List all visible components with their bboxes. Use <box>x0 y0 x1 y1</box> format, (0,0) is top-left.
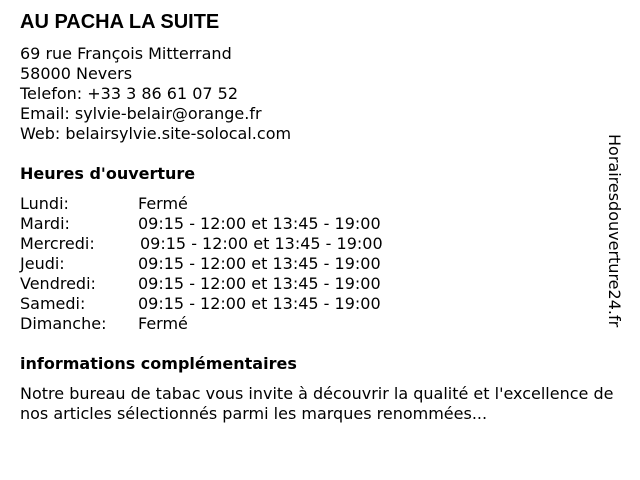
hours-day: Dimanche: <box>20 314 107 333</box>
hours-time: 09:15 - 12:00 et 13:45 - 19:00 <box>138 274 381 293</box>
hours-day: Samedi: <box>20 294 86 313</box>
site-watermark: Horairesdouverture24.fr <box>605 134 624 328</box>
business-name: AU PACHA LA SUITE <box>20 11 220 33</box>
address-street: 69 rue François Mitterrand <box>20 44 232 63</box>
hours-day: Mardi: <box>20 214 70 233</box>
address-city: 58000 Nevers <box>20 64 133 83</box>
hours-time: Fermé <box>138 194 188 213</box>
business-description: Notre bureau de tabac vous invite à découvrir la qualité et l'excellence de nos articles sélectionnés parmi les marques renommées... <box>20 384 614 423</box>
hours-day: Vendredi: <box>20 274 96 293</box>
web-line: Web: belairsylvie.site-solocal.com <box>20 124 292 143</box>
contact-block <box>20 44 291 144</box>
hours-day: Mercredi: <box>20 234 95 253</box>
hours-time: Fermé <box>138 314 188 333</box>
hours-time: 09:15 - 12:00 et 13:45 - 19:00 <box>138 294 381 313</box>
hours-time: 09:15 - 12:00 et 13:45 - 19:00 <box>138 214 381 233</box>
hours-day: Lundi: <box>20 194 69 213</box>
hours-time: 09:15 - 12:00 et 13:45 - 19:00 <box>138 254 381 273</box>
hours-heading: Heures d'ouverture <box>20 164 196 183</box>
hours-day: Jeudi: <box>20 254 65 273</box>
hours-time: 09:15 - 12:00 et 13:45 - 19:00 <box>140 234 383 253</box>
phone-line: Telefon: +33 3 86 61 07 52 <box>20 84 239 103</box>
email-line: Email: sylvie-belair@orange.fr <box>20 104 262 123</box>
info-heading: informations complémentaires <box>20 354 297 373</box>
